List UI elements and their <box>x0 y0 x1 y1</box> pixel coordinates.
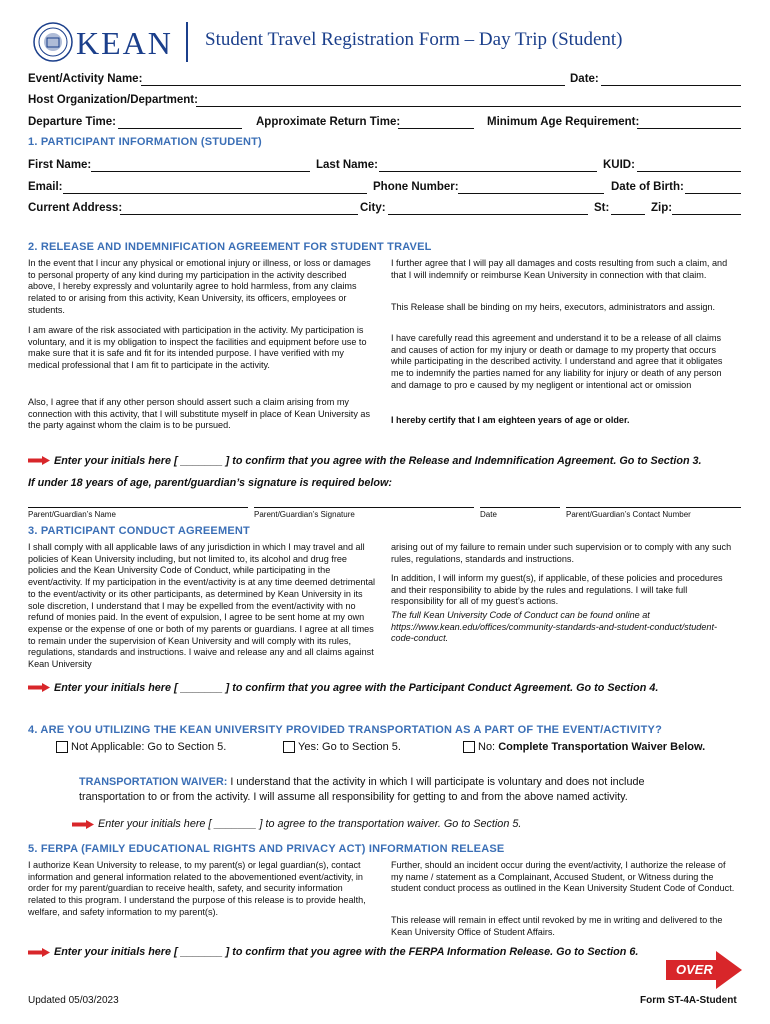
no-label-bold: Complete Transportation Waiver Below. <box>498 741 706 753</box>
arrow-right-icon <box>72 820 94 829</box>
section1-title: 1. PARTICIPANT INFORMATION (STUDENT) <box>28 136 262 148</box>
section3-initials-prompt[interactable]: Enter your initials here [ _______ ] to confirm that you agree with the Participant Conduct Agreement. Go to Section 4. <box>54 682 659 694</box>
dob-input[interactable] <box>685 193 741 194</box>
no-checkbox[interactable] <box>463 741 475 753</box>
kuid-label: KUID: <box>603 159 635 171</box>
guardian-name-caption: Parent/Guardian’s Name <box>28 510 116 519</box>
transportation-waiver <box>79 775 699 805</box>
return-time-input[interactable] <box>398 128 474 129</box>
departure-time-label: Departure Time: <box>28 116 116 128</box>
phone-label: Phone Number: <box>373 181 459 193</box>
last-name-label: Last Name: <box>316 159 378 171</box>
guardian-contact-input[interactable] <box>566 507 741 508</box>
email-label: Email: <box>28 181 63 193</box>
conduct-paragraph-1: I shall comply with all applicable laws of any jurisdiction in which I may travel and all policies of Kean University including, but not limited to, its alcohol and drug free policies and the Kean University Code of Conduct, while participating in the event/activity. If my participation in the event/activity is at any time deemed detrimental to the event/activity or its other participants, as determined by Kean University in its sole discretion, I understand that I may be expelled from the event/activity with no refund of monies paid. In the event of expulsion, I agree to be sent home at my own expense or the expense of one or both of my parents or guardians. I agree at all times to remain under the supervision of Kean University and will comply with its rules, regulations, standards and instructions. I waive and release any and all claims against Kean University <box>28 542 376 670</box>
zip-input[interactable] <box>672 214 741 215</box>
option-no[interactable] <box>463 741 705 753</box>
kean-wordmark: KEAN <box>76 25 173 61</box>
guardian-name-input[interactable] <box>28 507 248 508</box>
guardian-contact-caption: Parent/Guardian’s Contact Number <box>566 510 691 519</box>
phone-input[interactable] <box>458 193 604 194</box>
date-label: Date: <box>570 73 599 85</box>
code-of-conduct-link[interactable]: The full Kean University Code of Conduct can be found online at https://www.kean.edu/offices/community-standards-and-student-conduct/student-code-conduct. <box>391 610 718 644</box>
header-divider <box>186 22 188 62</box>
yes-checkbox[interactable] <box>283 741 295 753</box>
form-id: Form ST-4A-Student <box>640 995 737 1006</box>
no-label: No: <box>478 741 499 753</box>
event-name-input[interactable] <box>141 85 565 86</box>
waiver-text: I understand that the activity in which I will participate is voluntary and does not include transportation to or from the activity. I will assume all responsibility for getting to and from the above named activity. <box>79 776 645 803</box>
arrow-right-icon <box>28 456 50 465</box>
section5-initials-prompt[interactable]: Enter your initials here [ _______ ] to confirm that you agree with the FERPA Information Release. Go to Section 6. <box>54 946 639 958</box>
dob-label: Date of Birth: <box>611 181 684 193</box>
section4-title: 4. ARE YOU UTILIZING THE KEAN UNIVERSITY PROVIDED TRANSPORTATION AS A PART OF THE EVENT/ACTIVITY? <box>28 724 663 736</box>
state-label: St: <box>594 202 610 214</box>
yes-label: Yes: Go to Section 5. <box>298 741 401 753</box>
section2-title: 2. RELEASE AND INDEMNIFICATION AGREEMENT FOR STUDENT TRAVEL <box>28 241 432 253</box>
section5-title: 5. FERPA (FAMILY EDUCATIONAL RIGHTS AND PRIVACY ACT) INFORMATION RELEASE <box>28 843 505 855</box>
age-certification: I hereby certify that I am eighteen years of age or older. <box>391 415 630 425</box>
guardian-signature-caption: Parent/Guardian’s Signature <box>254 510 355 519</box>
form-title: Student Travel Registration Form – Day Trip (Student) <box>205 29 623 50</box>
last-name-input[interactable] <box>379 171 597 172</box>
host-org-input[interactable] <box>196 106 741 107</box>
address-input[interactable] <box>120 214 358 215</box>
section3-title: 3. PARTICIPANT CONDUCT AGREEMENT <box>28 525 250 537</box>
date-input[interactable] <box>601 85 741 86</box>
not-applicable-checkbox[interactable] <box>56 741 68 753</box>
ferpa-paragraph-2: Further, should an incident occur during the event/activity, I authorize the release of my name / statement as a Complainant, Accused Student, or Witness during the student conduct process as outlined in the Kean University Student Code of Conduct. <box>391 860 735 894</box>
ferpa-paragraph-3: This release will remain in effect until revoked by me in writing and delivered to the Kean University Office of Student Affairs. <box>391 915 723 937</box>
not-applicable-label: Not Applicable: Go to Section 5. <box>71 741 227 753</box>
state-input[interactable] <box>611 214 645 215</box>
city-input[interactable] <box>388 214 588 215</box>
min-age-label: Minimum Age Requirement: <box>487 116 640 128</box>
release-paragraph-1: In the event that I incur any physical or emotional injury or illness, or loss or damages to personal property of any kind during my participation in the activity described above, I hereby expressly and voluntarily agree to hold harmless, from any claims related to or arising from this activity, Kean University, its officers, employees or students. <box>28 258 371 315</box>
first-name-input[interactable] <box>91 171 310 172</box>
city-label: City: <box>360 202 386 214</box>
conduct-paragraph-3: In addition, I will inform my guest(s), if applicable, of these policies and procedures and their responsibility to abide by the rules and regulations. I will take full responsibility for all of my guest’s actions. <box>391 573 723 607</box>
kean-seal-logo <box>33 22 73 62</box>
option-yes[interactable] <box>283 741 401 753</box>
release-paragraph-2: I am aware of the risk associated with participation in the activity. My participation is voluntary, and it is my obligation to inspect the facilities and equipment before use to make sure that it is safe and fit for its intended purpose. I have verified with my medical professional that I am fit to participate in the activity. <box>28 325 367 371</box>
waiver-label: TRANSPORTATION WAIVER: <box>79 776 228 788</box>
zip-label: Zip: <box>651 202 673 214</box>
event-name-label: Event/Activity Name: <box>28 73 143 85</box>
first-name-label: First Name: <box>28 159 92 171</box>
kuid-input[interactable] <box>637 171 741 172</box>
guardian-signature-input[interactable] <box>254 507 474 508</box>
section4-initials-prompt[interactable]: Enter your initials here [ _______ ] to agree to the transportation waiver. Go to Section 5. <box>98 818 522 830</box>
arrow-right-icon <box>28 948 50 957</box>
over-label: OVER <box>676 962 713 977</box>
departure-time-input[interactable] <box>118 128 242 129</box>
release-paragraph-5: This Release shall be binding on my heirs, executors, administrators and assign. <box>391 302 716 312</box>
updated-date: Updated 05/03/2023 <box>28 995 119 1006</box>
under-18-notice: If under 18 years of age, parent/guardian’s signature is required below: <box>28 477 392 489</box>
return-time-label: Approximate Return Time: <box>256 116 401 128</box>
release-paragraph-6: I have carefully read this agreement and understand it to be a release of all claims and causes of action for my injury or death or damage to my property that occurs while participating in the described activity. I understand and agree that it obligates me to indemnify the parties named for any liability for injury or death of any person and damage to pro e caused by my negligent or intentional act or omission <box>391 333 723 390</box>
section2-initials-prompt[interactable]: Enter your initials here [ _______ ] to confirm that you agree with the Release and Indemnification Agreement. Go to Section 3. <box>54 455 702 467</box>
option-not-applicable[interactable] <box>56 741 226 753</box>
ferpa-paragraph-1: I authorize Kean University to release, to my parent(s) or legal guardian(s), contact information and general information related to the abovementioned event/activity, in order for my parent/guardian to receive health, safety, and security information related to this program. I understand the purpose of this release is to provide health, welfare, and safety information to my parent(s). <box>28 860 366 917</box>
min-age-input[interactable] <box>637 128 741 129</box>
host-org-label: Host Organization/Department: <box>28 94 198 106</box>
guardian-date-caption: Date <box>480 510 497 519</box>
release-paragraph-4: I further agree that I will pay all damages and costs resulting from such a claim, and that I will indemnify or reimburse Kean University in connection with that claim. <box>391 258 728 280</box>
email-input[interactable] <box>63 193 367 194</box>
release-paragraph-3: Also, I agree that if any other person should assert such a claim arising from my connection with this activity, that I will substitute myself in place of Kean University as the party against whom the claim is to be pursued. <box>28 397 371 431</box>
arrow-right-icon <box>28 683 50 692</box>
conduct-paragraph-2: arising out of my failure to remain under such supervision or to comply with any such rules, regulations, standards and instructions. <box>391 542 732 564</box>
address-label: Current Address: <box>28 202 123 214</box>
guardian-date-input[interactable] <box>480 507 560 508</box>
